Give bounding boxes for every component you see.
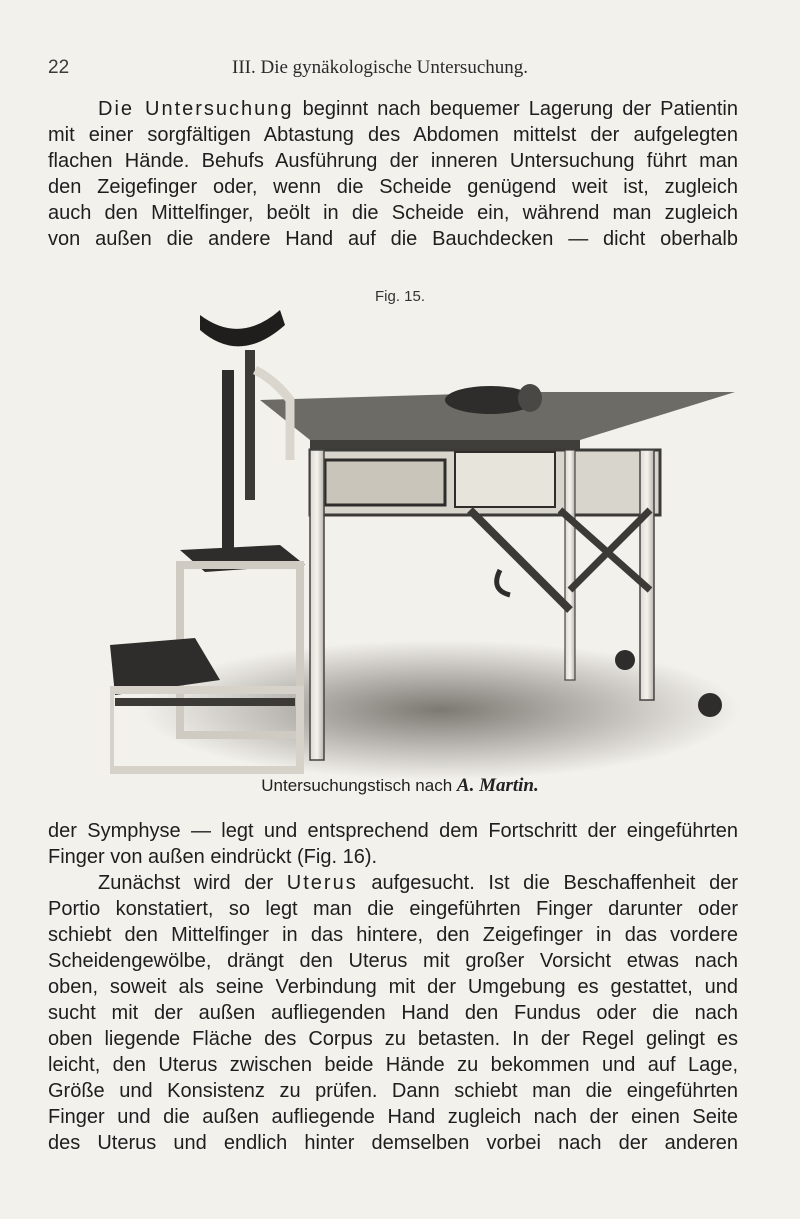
- paragraph-3: [48, 870, 738, 1156]
- text-line: Größe und Konsistenz zu prüfen. Dann schiebt man die eingeführten: [48, 1080, 738, 1102]
- caption-author: A. Martin.: [456, 775, 539, 796]
- text-line: Zunächst wird der Uterus aufgesucht. Ist die Beschaffenheit der: [98, 872, 739, 894]
- table-leg: [565, 450, 575, 680]
- text-line: Finger von außen eindrückt (Fig. 16).: [48, 846, 378, 868]
- drawer: [325, 460, 445, 505]
- text-line: Scheidengewölbe, drängt den Uterus mit großer Vorsicht etwas nach: [48, 950, 738, 972]
- paragraph-1: [48, 96, 738, 252]
- page-header: [0, 57, 800, 81]
- table-leg: [640, 450, 654, 700]
- figure-caption: [0, 775, 800, 797]
- text-line: oben liegende Fläche des Corpus zu betasten. In der Regel gelingt es: [48, 1028, 738, 1050]
- text-line: leicht, den Uterus zwischen beide Hände zu bekommen und auf Lage,: [48, 1054, 738, 1076]
- running-title: III. Die gynäkologische Untersuchung.: [232, 57, 529, 78]
- text-line: sucht mit der außen aufliegenden Hand den Fundus oder die nach: [48, 1002, 738, 1024]
- text-line: mit einer sorgfältigen Abtastung des Abdomen mittelst der aufgelegten: [48, 124, 738, 146]
- text-line: den Zeigefinger oder, wenn die Scheide genügend weit ist, zugleich: [48, 176, 738, 198]
- table-leg: [310, 450, 324, 760]
- text-line: flachen Hände. Behufs Ausführung der inneren Untersuchung führt man: [48, 150, 738, 172]
- spaced-lead: Die Untersuchung: [98, 98, 294, 120]
- page-number: 22: [48, 57, 70, 78]
- caster-wheel: [615, 650, 635, 670]
- text-line: von außen die andere Hand auf die Bauchdecken — dicht oberhalb: [48, 228, 738, 250]
- text-line: Die Untersuchung beginnt nach bequemer Lagerung der Patientin: [98, 98, 739, 120]
- text-line: schiebt den Mittelfinger in das hintere, den Zeigefinger in das vordere: [48, 924, 738, 946]
- leg-holder-post: [222, 370, 234, 570]
- leg-holder-rest: [200, 310, 285, 346]
- figure-label: Fig. 15.: [374, 288, 426, 305]
- text-line: der Symphyse — legt und entsprechend dem Fortschritt der eingeführten: [48, 820, 738, 842]
- examination-table-illustration: [110, 300, 750, 780]
- spaced-uterus: Uterus: [286, 872, 358, 894]
- caster-wheel: [698, 693, 722, 717]
- paragraph-2: [48, 818, 738, 870]
- text-line: auch den Mittelfinger, beölt in die Scheide ein, während man zugleich: [48, 202, 738, 224]
- text-line: des Uterus und endlich hinter demselben vorbei nach der anderen: [48, 1132, 738, 1154]
- text-line: Portio konstatiert, so legt man die eingeführten Finger darunter oder: [48, 898, 738, 920]
- text-line: Finger und die außen aufliegende Hand zugleich nach der einen Seite: [48, 1106, 738, 1128]
- text-line: oben, soweit als seine Verbindung mit der Umgebung es gestattet, und: [48, 976, 738, 998]
- caption-text: Untersuchungstisch nach: [261, 776, 453, 795]
